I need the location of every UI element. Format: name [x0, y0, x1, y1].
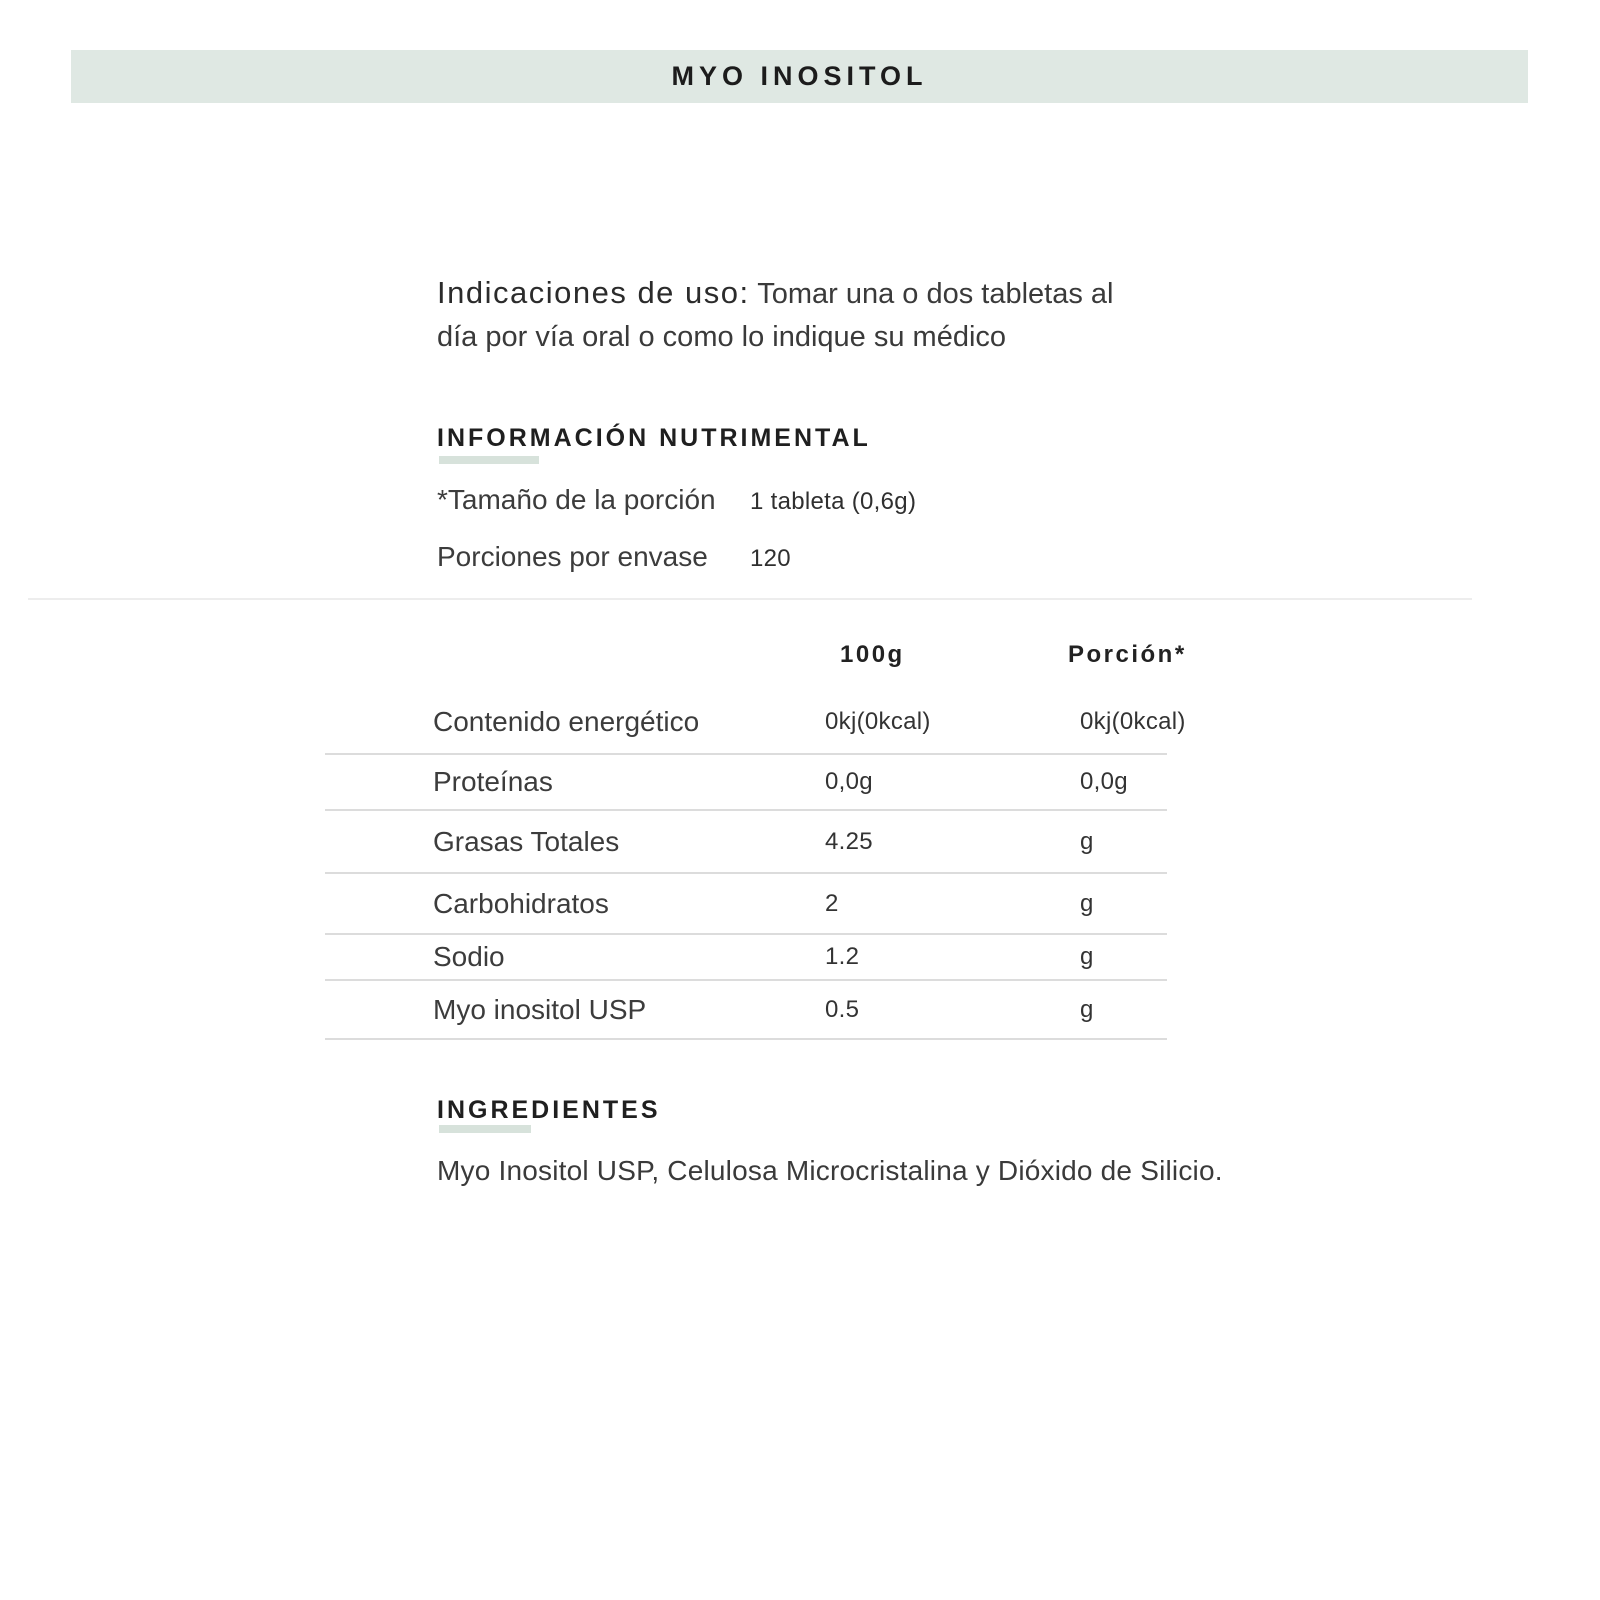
row-value-100g: 0kj(0kcal) [825, 707, 931, 735]
table-row-energy [325, 690, 1186, 755]
row-label: Myo inositol USP [433, 993, 647, 1025]
usage-indications [437, 271, 1249, 359]
table-row-protein [325, 755, 1167, 811]
usage-indications-text1: Tomar una o dos tabletas al [757, 278, 1114, 310]
row-value-portion: 0,0g [1080, 768, 1128, 795]
nutrition-table [325, 690, 1186, 1040]
usage-indications-text2: día por vía oral o como lo indique su médico [437, 321, 1007, 353]
row-value-100g: 4.25 [825, 827, 873, 855]
row-label: Contenido energético [433, 705, 700, 737]
column-header-100g: 100g [840, 641, 905, 668]
table-row-sodium [325, 935, 1167, 981]
ingredients-text: Myo Inositol USP, Celulosa Microcristalina y Dióxido de Silicio. [437, 1155, 1223, 1186]
row-label: Carbohidratos [433, 887, 609, 919]
product-title: MYO INOSITOL [671, 61, 928, 91]
product-banner [71, 50, 1528, 103]
servings-per-container-row [437, 541, 1197, 573]
row-value-100g: 1.2 [825, 943, 860, 970]
table-row-total-fat [325, 811, 1167, 874]
table-row-myo-inositol [325, 981, 1167, 1040]
serving-size-row [437, 484, 1197, 516]
usage-indications-line1 [437, 271, 1249, 316]
row-value-100g: 0,0g [825, 768, 873, 795]
row-label: Proteínas [433, 766, 553, 797]
row-label: Sodio [433, 941, 505, 972]
row-value-portion: g [1080, 889, 1094, 917]
row-value-portion: g [1080, 827, 1094, 855]
serving-size-value: 1 tableta (0,6g) [750, 488, 917, 515]
row-value-100g: 2 [825, 889, 839, 917]
nutrition-heading-underline [439, 456, 539, 464]
row-value-portion: g [1080, 943, 1094, 970]
row-value-portion: g [1080, 995, 1094, 1023]
nutrition-heading: INFORMACIÓN NUTRIMENTAL [437, 424, 871, 452]
column-header-portion: Porción* [1068, 641, 1187, 668]
servings-per-container-value: 120 [750, 545, 791, 572]
row-value-100g: 0.5 [825, 995, 860, 1023]
row-value-portion: 0kj(0kcal) [1080, 707, 1186, 735]
ingredients-heading-underline [439, 1125, 531, 1133]
row-label: Grasas Totales [433, 825, 620, 857]
table-row-carbohydrates [325, 874, 1167, 935]
ingredients-heading: INGREDIENTES [437, 1096, 661, 1124]
servings-per-container-label: Porciones por envase [437, 541, 708, 572]
usage-indications-label: Indicaciones de uso: [437, 275, 750, 310]
section-divider [28, 598, 1472, 600]
serving-size-label: *Tamaño de la porción [437, 484, 716, 515]
